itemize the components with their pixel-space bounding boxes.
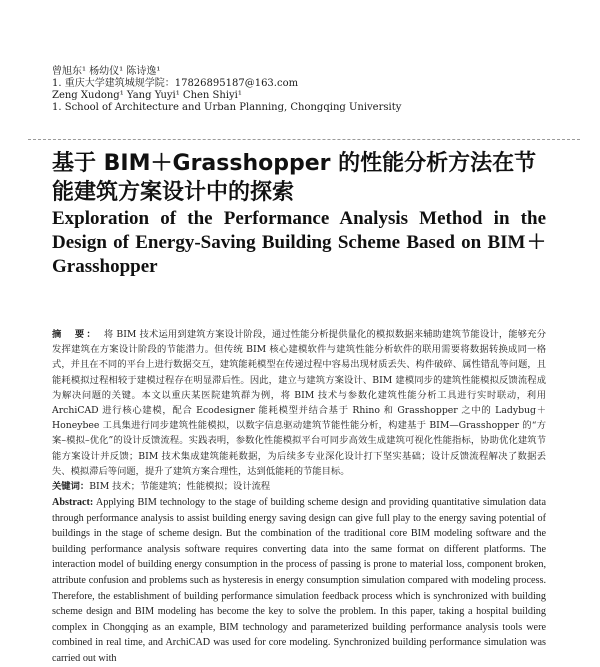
keywords-label: 关键词：: [52, 481, 90, 492]
keywords-chinese: [52, 480, 546, 494]
author-names-cn: 曾旭东¹ 杨幼仪¹ 陈诗逸¹: [52, 66, 161, 77]
abstract-english: [52, 495, 546, 667]
affiliation-cn: 1. 重庆大学建筑城规学院：17826895187@163.com: [52, 78, 299, 89]
affiliation-en: 1. School of Architecture and Urban Planning, Chongqing University: [52, 102, 402, 113]
author-block: [52, 66, 401, 114]
separator-line: [28, 139, 580, 140]
abstract-chinese: [52, 327, 546, 479]
title-english: Exploration of the Performance Analysis Method in the Design of Energy-Saving Building Scheme Based on BIM＋Grasshopper: [52, 208, 546, 277]
author-names-en: Zeng Xudong¹ Yang Yuyi¹ Chen Shiyi¹: [52, 90, 242, 101]
abstract-en-text: Applying BIM technology to the stage of building scheme design and providing quantitative simulation data through performance analysis to assist building energy saving design can give full play to the energy saving potential of buildings in the stage of scheme design. But the combination of the traditional core BIM modeling software and the building performance analysis software requires converting data into the same format on different platforms. The interaction model of building energy consumption in the process of passing is prone to material loss, component broken, attribute confusion and problems such as hysteresis in energy consumption simulation compared with modeling process. Therefore, the establishment of building performance simulation feedback process which is synchronized with building scheme design and BIM modeling has become the key to solve the problem. In this paper, taking a hospital building complex in Chongqing as an example, BIM technology and parameterized building performance analysis tools were combined in real time, and ArchiCAD was used for core modeling. Synchronized building performance simulation was carried out with: [52, 497, 547, 664]
abstract-cn-text: 将 BIM 技术运用到建筑方案设计阶段，通过性能分析提供量化的模拟数据来辅助建筑节能设计，能够充分发挥建筑在方案设计阶段的节能潜力。但传统 BIM 核心建模软件与建筑性能分析软件的联用需要将数据转换成同一格式，并且在不同的平台上进行数据交互，建筑能耗模型在传递过程中容易出现材质丢失、构件破碎、属性错乱等问题，且能耗模拟过程相较于建模过程存在明显滞后性。因此，建立与建筑方案设计、BIM 建模同步的建筑性能模拟反馈流程成为解决问题的关键。本文以重庆某医院建筑群为例，将 BIM 技术与参数化建筑性能分析工具进行实时联动，利用 ArchiCAD 进行核心建模，配合 Ecodesigner 能耗模型并结合基于 Rhino 和 Grasshopper 之中的 Ladybug＋Honeybee 工具集进行同步建筑性能模拟，以数字信息驱动建筑节能性能分析，构建基于 BIM—Grasshopper 的“方案–模拟–优化”的设计反馈流程。实践表明，参数化性能模拟平台可同步高效生成建筑可视化性能指标，协助优化建筑节能方案设计并反馈；BIM 技术集成建筑能耗数据，为后续多专业深化设计打下坚实基础；设计反馈流程解决了数据丢失、模拟滞后等问题，提升了建筑方案合理性，达到低能耗的节能目标。: [52, 329, 546, 477]
title-chinese: 基于 BIM＋Grasshopper 的性能分析方法在节能建筑方案设计中的探索: [52, 151, 537, 205]
keywords-text: BIM 技术；节能建筑；性能模拟；设计流程: [89, 481, 271, 492]
abstract-en-label: Abstract:: [52, 497, 94, 508]
abstract-cn-label: 摘 要：: [52, 329, 98, 340]
